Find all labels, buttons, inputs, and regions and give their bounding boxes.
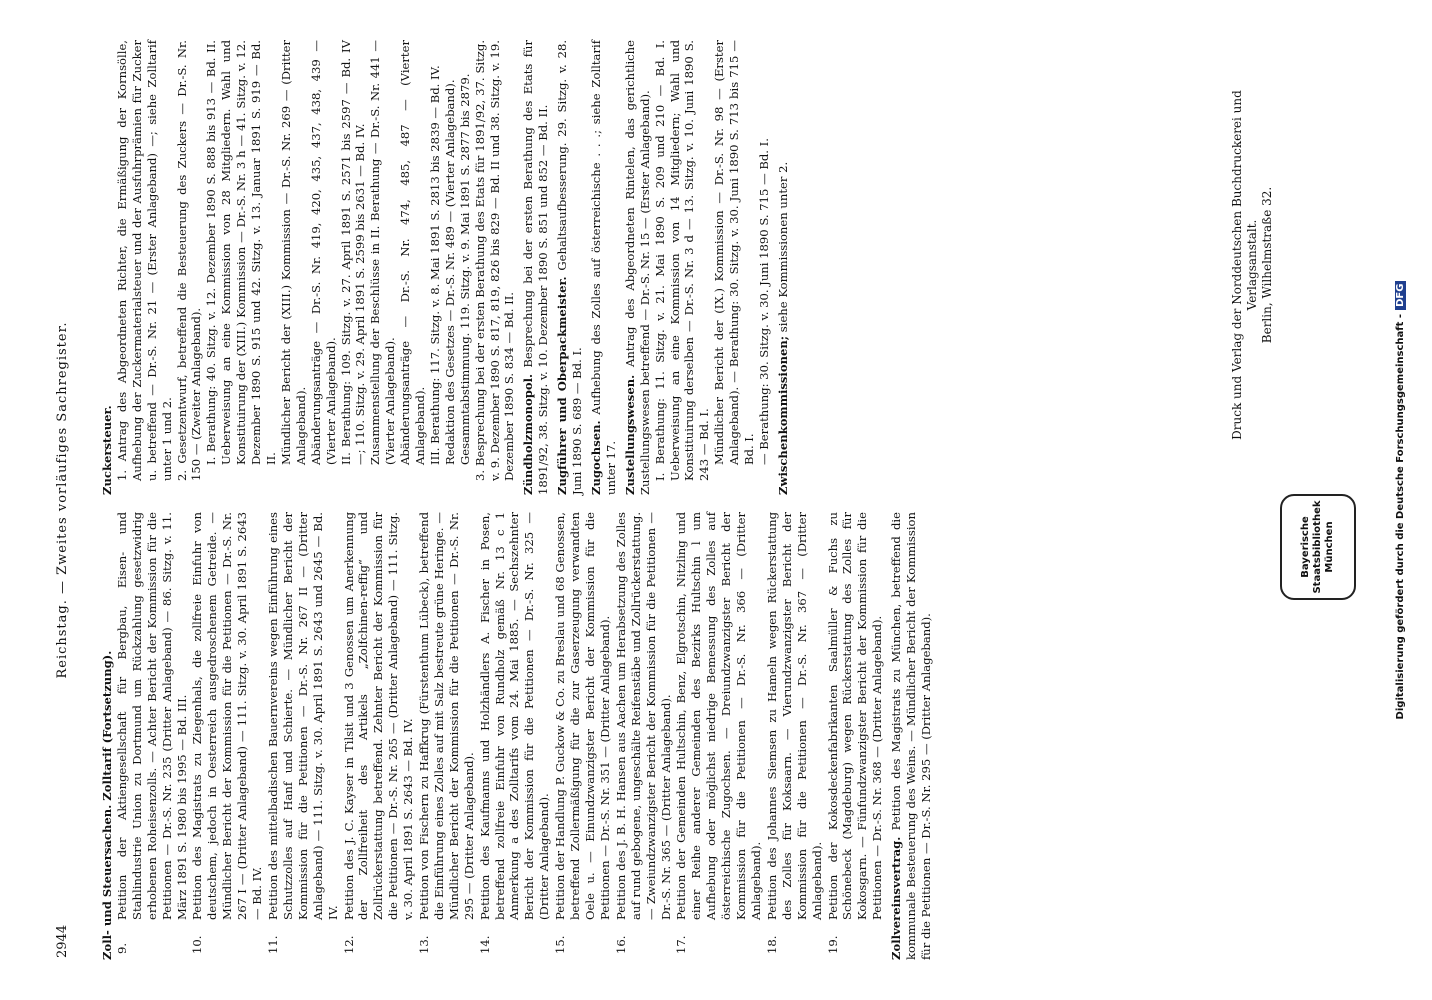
item-text: Petition der Kokosdeckenfabrikanten Saalmüller & Fuchs zu Schönebeck (Magdeburg) wegen Rückerstattung des Zolles für Kokosgarn. — Fünfundzwanzigster Bericht der Kommission für die Petitionen — Dr.-S. Nr. 368 — (Dritter Anlageband).	[825, 512, 885, 920]
entry-paragraph: 1. Antrag des Abgeordneten Richter, die Ermäßigung der Kornsölle, Aufhebung der Zuckermaterialsteuer und der Ausfuhrprämien für Zucker u. betreffend — Dr.-S. Nr. 21 — (Erster Anlageband) —; siehe Zolltarif unter 1 und 2.	[114, 40, 174, 481]
right-column	[100, 40, 795, 495]
item-text: Petition des Johannes Siemsen zu Hameln wegen Rückerstattung des Zolles für Koksaarn. — Vierundzwanzigster Bericht der Kommission für die Petitionen — Dr.-S. Nr. 367 — (Dritter Anlageband).	[764, 512, 824, 920]
petition-item	[342, 512, 417, 960]
entry-paragraph: Gesammtabstimmung. 119. Sitzg. v. 9. Mai 1891 S. 2877 bis 2879.	[457, 73, 472, 465]
item-number: 18.	[764, 935, 779, 954]
item-number: 19.	[825, 935, 840, 954]
item-text: Petition des Kaufmanns und Holzhändlers A. Fischer in Posen, betreffend zollfreie Einfuhr von Rundholz gemäß Nr. 13 c 1 Anmerkung a des Zolltarifs vom 24. Mai 1885. — Sechszehnter Bericht der Kommission für die Petitionen — Dr.-S. Nr. 325 — (Dritter Anlageband).	[477, 512, 552, 920]
digitization-note	[1395, 0, 1406, 1000]
petition-item	[190, 512, 265, 960]
zuckersteuer-entry	[100, 40, 517, 495]
item-number: 10.	[190, 935, 205, 954]
item-text: Petition des mittelbadischen Bauernvereins wegen Einführung eines Schutzzolles auf Hanf und Schierte. — Mündlicher Bericht der Kommission für die Petitionen — Dr.-S. Nr. 267 II — (Dritter Anlageband) — 111. Sitzg. v. 30. April 1891 S. 2643 und 2645 — Bd. IV.	[265, 512, 340, 920]
section-heading: Zugochsen.	[589, 420, 603, 495]
section-heading: Zoll- und Steuersachen. Zolltarif (Fortsetzung).	[100, 650, 114, 960]
zwischenkommissionen-entry	[776, 40, 791, 495]
petition-list	[115, 512, 885, 960]
entry-paragraph: Zusammenstellung der Beschlüsse in II. Berathung — Dr.-S. Nr. 441 — (Vierter Anlageband).	[368, 40, 398, 465]
section-heading: Zugführer und Oberpackmeister.	[555, 276, 570, 495]
left-column	[100, 512, 938, 960]
petition-item	[674, 512, 763, 960]
stamp-line: Staatsbibliothek	[1312, 500, 1323, 594]
item-text: Petition des J. B. H. Hansen aus Aachen um Herabsetzung des Zolles auf rund gebogene, ungeschälte Reifenstäbe und Zollrückerstattung. — Zweiundzwanzigster Bericht der Kommission für die Petitionen — Dr.-S. Nr. 365 — (Dritter Anlageband).	[613, 512, 673, 920]
zollvereinsvertrag-entry	[889, 512, 934, 960]
petition-item	[553, 512, 613, 960]
entry-paragraph: Mündlicher Bericht der (XIII.) Kommission — Dr.-S. Nr. 269 — (Dritter Anlageband).	[278, 40, 308, 465]
section-heading: Zollvereinsvertrag.	[889, 836, 904, 960]
entry-text: Petition des Magistrats zu München, betreffend die kommunale Besteuerung des Weins. — Mündlicher Bericht der Kommission für die Petitionen — Dr.-S. Nr. 295 — (Dritter Anlageband).	[889, 511, 933, 960]
imprint-line: Berlin, Wilhelmstraße 32.	[1260, 186, 1274, 344]
entry-text: Aufhebung des Zolles auf österreichische . . .; siehe Zolltarif unter 17.	[589, 39, 618, 495]
page-number: 2944	[55, 924, 70, 958]
library-stamp	[1280, 494, 1356, 600]
item-number: 11.	[265, 935, 280, 954]
entry-paragraph: 2. Gesetzentwurf, betreffend die Besteuerung des Zuckers — Dr.-S. Nr. 150 — (Zweiter Anlageband).	[174, 40, 204, 481]
petition-item	[417, 512, 477, 960]
digitization-text: Digitalisierung gefördert durch die Deutsche Forschungsgemeinschaft -	[1395, 313, 1406, 720]
petition-item	[115, 512, 190, 960]
section-heading: Zwischenkommissionen;	[775, 335, 790, 495]
petition-item	[266, 512, 341, 960]
petition-item	[478, 512, 553, 960]
item-number: 15.	[553, 935, 568, 954]
entry-paragraph: Mündlicher Bericht der (IX.) Kommission — Dr.-S. Nr. 98 — (Erster Anlageband). — Berathung: 30. Sitzg. v. 30. Juni 1890 S. 713 bis 715 — Bd. I.	[712, 40, 757, 465]
entry-paragraph: 3. Besprechung bei der ersten Berathung des Etats für 1891/92, 37. Sitzg. v. 9. Dezember 1890 S. 817, 819, 826 bis 829 — Bd. II und 38. Sitzg. v. 19. Dezember 1890 S. 834 — Bd. II.	[472, 40, 517, 481]
item-text: Petition der Handlung P. Guckow & Co. zu Breslau und 68 Genossen, betreffend Zollermäßigung für die zur Gaserzeugung verwandten Oele u. — Einundzwanzigster Bericht der Kommission für die Petitionen — Dr.-S. Nr. 351 — (Dritter Anlageband).	[553, 512, 612, 920]
entry-paragraph: I. Berathung: 40. Sitzg. v. 12. Dezember 1890 S. 888 bis 913 — Bd. II. Ueberweisung an eine Kommission von 28 Mitgliedern. Wahl und Konstituirung der (XIII.) Kommission — Dr.-S. Nr. 3 h — 41. Sitzg. v. 12. Dezember 1890 S. 915 und 42. Sitzg. v. 13. Januar 1891 S. 919 — Bd. II.	[204, 40, 278, 465]
zuendholz-entry	[521, 40, 551, 495]
item-number: 13.	[417, 935, 432, 954]
entry-paragraph: III. Berathung: 117. Sitzg. v. 8. Mai 1891 S. 2813 bis 2839 — Bd. IV.	[427, 65, 442, 465]
section-heading: Zuckersteuer.	[100, 405, 114, 495]
item-number: 9.	[114, 942, 129, 954]
entry-text: siehe Kommissionen unter 2.	[775, 161, 790, 333]
entry-paragraph: Abänderungsanträge — Dr.-S. Nr. 474, 485, 487 — (Vierter Anlageband).	[398, 40, 428, 465]
entry-paragraph: — Berathung: 30. Sitzg. v. 30. Juni 1890 S. 715 — Bd. I.	[756, 138, 771, 465]
printer-imprint	[1230, 45, 1275, 485]
petition-item	[826, 512, 886, 960]
item-text: Petition des J. C. Kayser in Tilsit und 3 Genossen um Anerkennung der Zollfreiheit des Artikels „Zolfchinen-reffig“ und Zollrückerstattung betreffend. Zehnter Bericht der Kommission für die Petitionen — Dr.-S. Nr. 265 — (Dritter Anlageband) — 111. Sitzg. v. 30. April 1891 S. 2643 — Bd. IV.	[341, 512, 416, 920]
entry-text: Besprechung bei der ersten Berathung des Etats für 1891/92, 38. Sitzg. v. 10. Dezember 1890 S. 851 und 852 — Bd. II.	[521, 40, 551, 495]
page-header	[55, 42, 79, 958]
item-text: Petition des Magistrats zu Ziegenhals, die zollfreie Einfuhr von deutschem, jedoch in Oesterreich ausgedroschenem Getreide. — Mündlicher Bericht der Kommission für die Petitionen — Dr.-S. Nr. 267 I — (Dritter Anlageband) — 111. Sitzg. v. 30. April 1891 S. 2643 — Bd. IV.	[190, 512, 265, 920]
section-heading: Zustellungswesen.	[622, 374, 637, 495]
item-text: Petition der Gemeinden Hultschin, Benz, Elgrotschin, Nitzling und einer Reihe anderer Gemeinden des Bezirks Hultschin l um Aufhebung oder möglichst niedrige Bemessung des Zolles auf österreichische Zugochsen. — Dreiundzwanzigster Bericht der Kommission für die Petitionen — Dr.-S. Nr. 366 — (Dritter Anlageband).	[674, 512, 763, 920]
entry-paragraph: II. Berathung: 109. Sitzg. v. 27. April 1891 S. 2571 bis 2597 — Bd. IV —; 110. Sitzg. v. 29. April 1891 S. 2599 bis 2631 — Bd. IV.	[338, 40, 368, 465]
section-heading: Zündholzmonopol.	[521, 373, 536, 495]
zugfuehrer-entry	[555, 40, 585, 495]
entry-paragraph: Redaktion des Gesetzes — Dr.-S. Nr. 489 — (Vierter Anlageband).	[442, 79, 457, 465]
petition-item	[614, 512, 674, 960]
zustellungswesen-entry	[623, 40, 772, 495]
item-number: 17.	[674, 935, 689, 954]
item-number: 14.	[477, 935, 492, 954]
entry-paragraph: Abänderungsanträge — Dr.-S. Nr. 419, 420, 435, 437, 438, 439 — (Vierter Anlageband).	[308, 40, 338, 465]
item-number: 12.	[341, 935, 356, 954]
stamp-line: München	[1324, 521, 1335, 573]
item-text: Petition von Fischern zu Haffkrug (Fürstenthum Lübeck), betreffend die Einführung eines Zolles auf mit Salz bestreute grüne Heringe. — Mündlicher Bericht der Kommission für die Petitionen — Dr.-S. Nr. 295 — (Dritter Anlageband).	[417, 512, 476, 920]
entry-text: Gehaltsaufbesserung. 29. Sitzg. v. 28. Juni 1890 S. 689 — Bd. I.	[555, 39, 585, 495]
zolltarif-entry	[100, 512, 885, 960]
stamp-line: Bayerische	[1300, 516, 1311, 578]
zugochsen-entry	[589, 40, 619, 495]
entry-paragraph: I. Berathung: 11. Sitzg. v. 21. Mai 1890 S. 209 und 210 — Bd. I. Ueberweisung an eine Kommission von 14 Mitgliedern; Wahl und Konstituirung derselben — Dr.-S. Nr. 3 d — 13. Sitzg. v. 10. Juni 1890 S. 243 — Bd. I.	[652, 40, 712, 481]
item-text: Petition der Aktiengesellschaft für Bergbau, Eisen- und Stahlindustrie Union zu Dortmund um Rückzahlung gesetzwidrig erhobenen Roheisenzolls. — Achter Bericht der Kommission für die Petitionen — Dr.-S. Nr. 235 (Dritter Anlageband) — 86. Sitzg. v. 11. März 1891 S. 1980 bis 1995 — Bd. III.	[114, 512, 189, 920]
petition-item	[765, 512, 825, 960]
entry-text: Antrag des Abgeordneten Rintelen, das gerichtliche Zustellungswesen betreffend — Dr.-S. Nr. 15 — (Erster Anlageband).	[622, 40, 652, 495]
item-number: 16.	[613, 935, 628, 954]
page-title: Reichstag. — Zweites vorläufiges Sachregister.	[55, 321, 70, 679]
dfg-logo: DFG	[1395, 281, 1406, 310]
imprint-line: Druck und Verlag der Norddeutschen Buchdruckerei und Verlagsanstalt.	[1230, 90, 1259, 440]
